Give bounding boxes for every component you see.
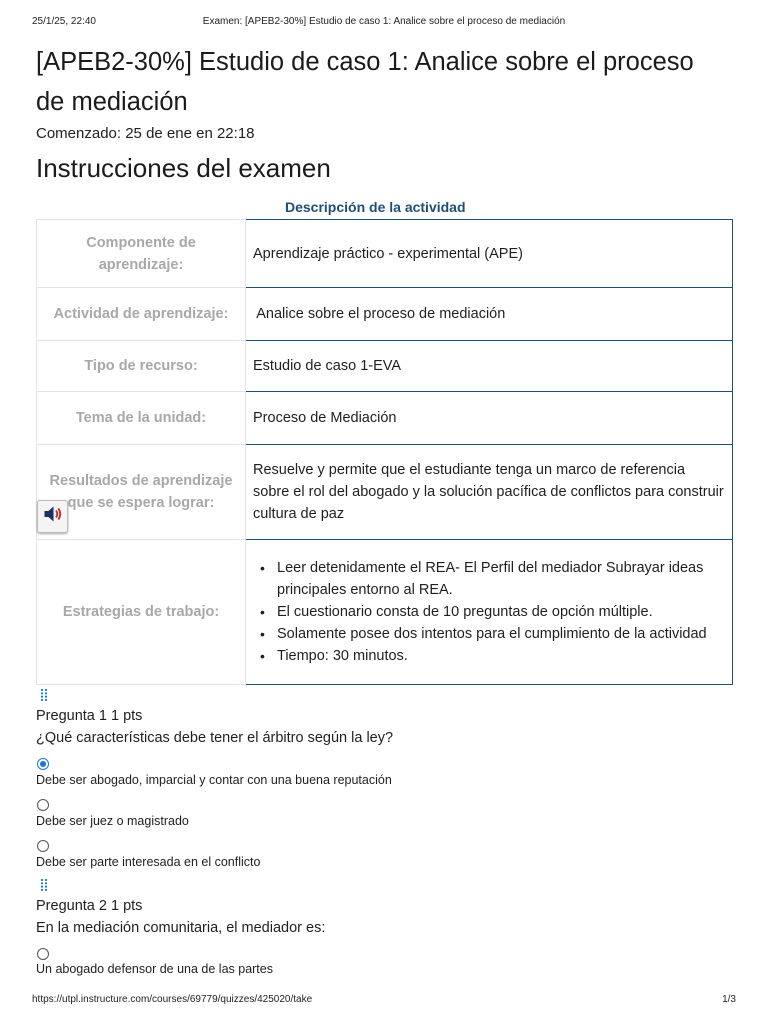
row-value: Resuelve y permite que el estudiante tenga un marco de referencia sobre el rol del abogado y la solución pacífica de conflictos para construir cultura de paz	[246, 445, 733, 540]
row-value: Proceso de Mediación	[246, 392, 733, 445]
answer-label[interactable]: Debe ser abogado, imparcial y contar con una buena reputación	[36, 773, 392, 787]
started-timestamp: Comenzado: 25 de ene en 22:18	[36, 125, 255, 142]
table-row	[37, 220, 733, 288]
print-document-title: Examen: [APEB2-30%] Estudio de caso 1: Analice sobre el proceso de mediación	[202, 16, 566, 27]
page-title: [APEB2-30%] Estudio de caso 1: Analice sobre el proceso de mediación	[36, 48, 694, 116]
table-row	[37, 288, 733, 341]
row-label: Estrategias de trabajo:	[37, 540, 246, 685]
page-url: https://utpl.instructure.com/courses/69779/quizzes/425020/take	[32, 994, 313, 1005]
list-item: • Leer detenidamente el REA- El Perfil del mediador Subrayar ideas principales entorno al REA.	[253, 557, 724, 601]
print-date: 25/1/25, 22:40	[32, 16, 96, 27]
list-item: • El cuestionario consta de 10 preguntas de opción múltiple.	[253, 601, 724, 623]
list-item: • Solamente posee dos intentos para el cumplimiento de la actividad	[253, 623, 724, 645]
row-label: Resultados de aprendizaje que se espera lograr:	[37, 445, 246, 540]
page-number: 1/3	[722, 994, 736, 1005]
question-header: Pregunta 1 1 pts	[36, 708, 143, 724]
question-text: En la mediación comunitaria, el mediador es:	[36, 920, 326, 936]
table-row	[37, 392, 733, 445]
list-item: • Tiempo: 30 minutos.	[253, 645, 724, 667]
answer-radio[interactable]	[37, 758, 49, 770]
answer-radio[interactable]	[37, 948, 49, 960]
instructions-heading: Instrucciones del examen	[36, 153, 331, 183]
row-value	[246, 540, 733, 685]
strategies-list	[253, 557, 724, 667]
audio-button[interactable]	[37, 500, 68, 533]
table-row	[37, 445, 733, 540]
row-label: Actividad de aprendizaje:	[37, 288, 246, 341]
answer-radio[interactable]	[37, 840, 49, 852]
drag-handle-icon[interactable]	[38, 878, 50, 892]
answer-radio[interactable]	[37, 799, 49, 811]
row-value: Estudio de caso 1-EVA	[246, 341, 733, 392]
row-label: Componente de aprendizaje:	[37, 220, 246, 288]
print-header	[32, 16, 736, 30]
answer-label[interactable]: Un abogado defensor de una de las partes	[36, 962, 273, 976]
table-row	[37, 540, 733, 685]
question-header: Pregunta 2 1 pts	[36, 898, 143, 914]
activity-table	[36, 219, 733, 685]
row-label: Tema de la unidad:	[37, 392, 246, 445]
row-value: Analice sobre el proceso de mediación	[246, 288, 733, 341]
row-value: Aprendizaje práctico - experimental (APE)	[246, 220, 733, 288]
answer-label[interactable]: Debe ser juez o magistrado	[36, 814, 189, 828]
speaker-icon	[43, 505, 63, 528]
question-text: ¿Qué características debe tener el árbitro según la ley?	[36, 730, 394, 746]
drag-handle-icon[interactable]	[38, 688, 50, 702]
answer-label[interactable]: Debe ser parte interesada en el conflicto	[36, 855, 261, 869]
print-footer	[32, 994, 736, 1008]
row-label: Tipo de recurso:	[37, 341, 246, 392]
table-row	[37, 341, 733, 392]
activity-caption: Descripción de la actividad	[285, 199, 466, 215]
